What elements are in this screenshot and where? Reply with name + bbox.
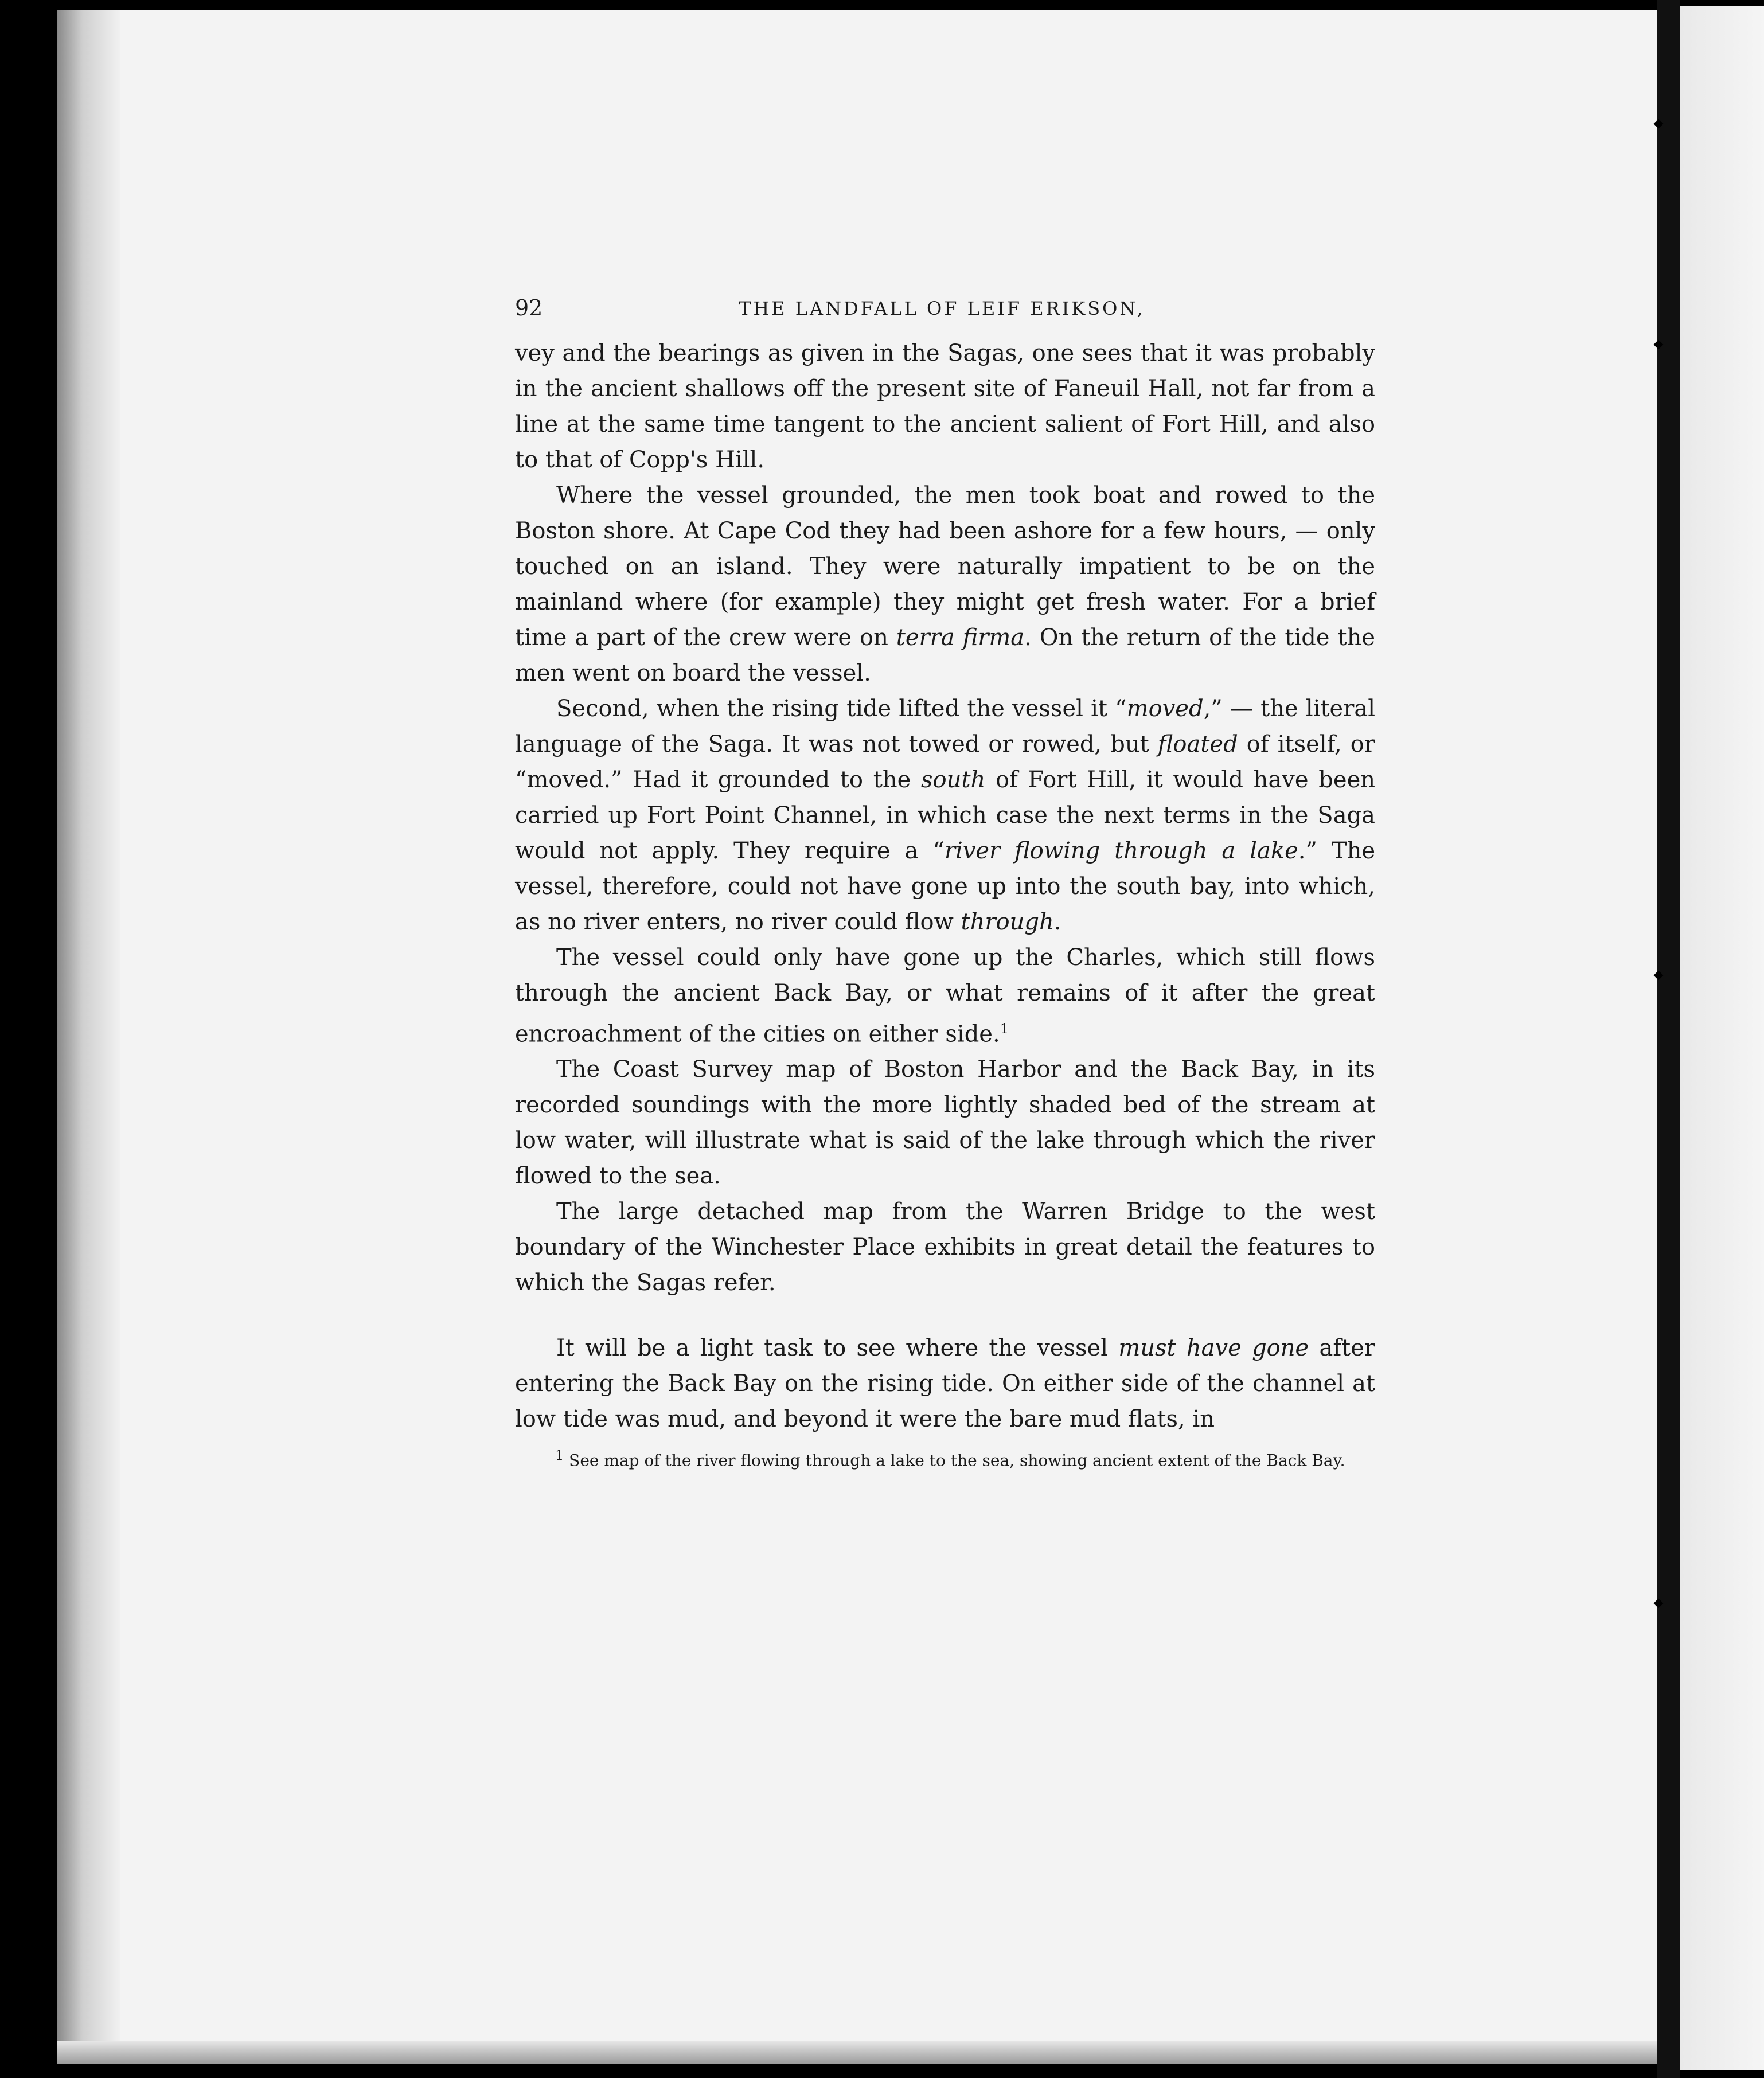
paragraph: The large detached map from the Warren Bridge to the west boundary of the Winchester Place exhibits in great detail the features to which the Sagas refer. [515, 1198, 1375, 1296]
page-bottom-edge [57, 2041, 1657, 2064]
text-run: Second, when the rising tide lifted the vessel it “ [556, 696, 1127, 722]
page-number: 92 [515, 295, 543, 321]
text-block [515, 295, 1375, 1472]
text-run: . On the return of the tide the men went on board the vessel. [515, 624, 1376, 686]
text-run: .” The vessel, therefore, could not have gone up into the south bay, into which, as no river enters, no river could flow [515, 838, 1375, 935]
text-run: It will be a light task to see where the vessel [556, 1335, 1119, 1362]
italic-text: through [961, 909, 1054, 935]
text-run: . [1053, 909, 1061, 935]
footnote [555, 1444, 1375, 1472]
paragraph [515, 691, 1375, 940]
footnote-reference: 1 [1000, 1021, 1009, 1037]
paragraph [515, 1330, 1375, 1437]
paragraph: vey and the bearings as given in the Sagas, one sees that it was probably in the ancient shallows off the present site of Faneuil Hall, not far from a line at the same time tangent to the ancient salient of Fort Hill, and also to that of Copp's Hill. [515, 340, 1375, 473]
adjacent-page-edge [1680, 6, 1764, 2070]
paragraph: The Coast Survey map of Boston Harbor and the Back Bay, in its recorded soundings with the more lightly shaded bed of the stream at low water, will illustrate what is said of the lake through which the river flowed to the sea. [515, 1056, 1375, 1190]
text-run: of itself, or “moved.” Had it grounded to the [515, 731, 1376, 793]
paragraph [515, 478, 1375, 691]
text-run: after entering the Back Bay on the rising tide. On either side of the channel at low tide was mud, and beyond it were the bare mud flats, in [515, 1335, 1375, 1433]
footnote-marker: 1 [555, 1447, 564, 1464]
text-run: of Fort Hill, it would have been carried up Fort Point Channel, in which case the next terms in the Saga would not apply. They require a “ [515, 767, 1376, 864]
page-left-edge-shadow [57, 10, 120, 2063]
running-head: THE LANDFALL OF LEIF ERIKSON, [739, 298, 1145, 319]
paragraph [515, 940, 1375, 1052]
text-run: The vessel could only have gone up the Charles, which still flows through the ancient Back Bay, or what remains of it after the great encroachment of the cities on either side. [515, 944, 1375, 1048]
italic-text: must have gone [1118, 1335, 1309, 1362]
section-gap [515, 1300, 1375, 1330]
book-gutter [1657, 0, 1680, 2078]
italic-text: terra firma [896, 624, 1025, 651]
footnote-text: See map of the river flowing through a lake to the sea, showing ancient extent of the Back Bay. [564, 1451, 1345, 1470]
text-run: ,” — the literal language of the Saga. It was not towed or rowed, but [515, 696, 1375, 757]
italic-text: moved [1126, 696, 1204, 722]
italic-text: river flowing through a lake [944, 838, 1298, 864]
page-header [515, 295, 1375, 335]
text-run: Where the vessel grounded, the men took boat and rowed to the Boston shore. At Cape Cod they had been ashore for a few hours, — only touched on an island. They were naturally impatient to be on the mainland where (for example) they might get fresh water. For a brief time a part of the crew were on [515, 482, 1375, 651]
italic-text: floated [1157, 731, 1238, 757]
italic-text: south [921, 767, 986, 793]
